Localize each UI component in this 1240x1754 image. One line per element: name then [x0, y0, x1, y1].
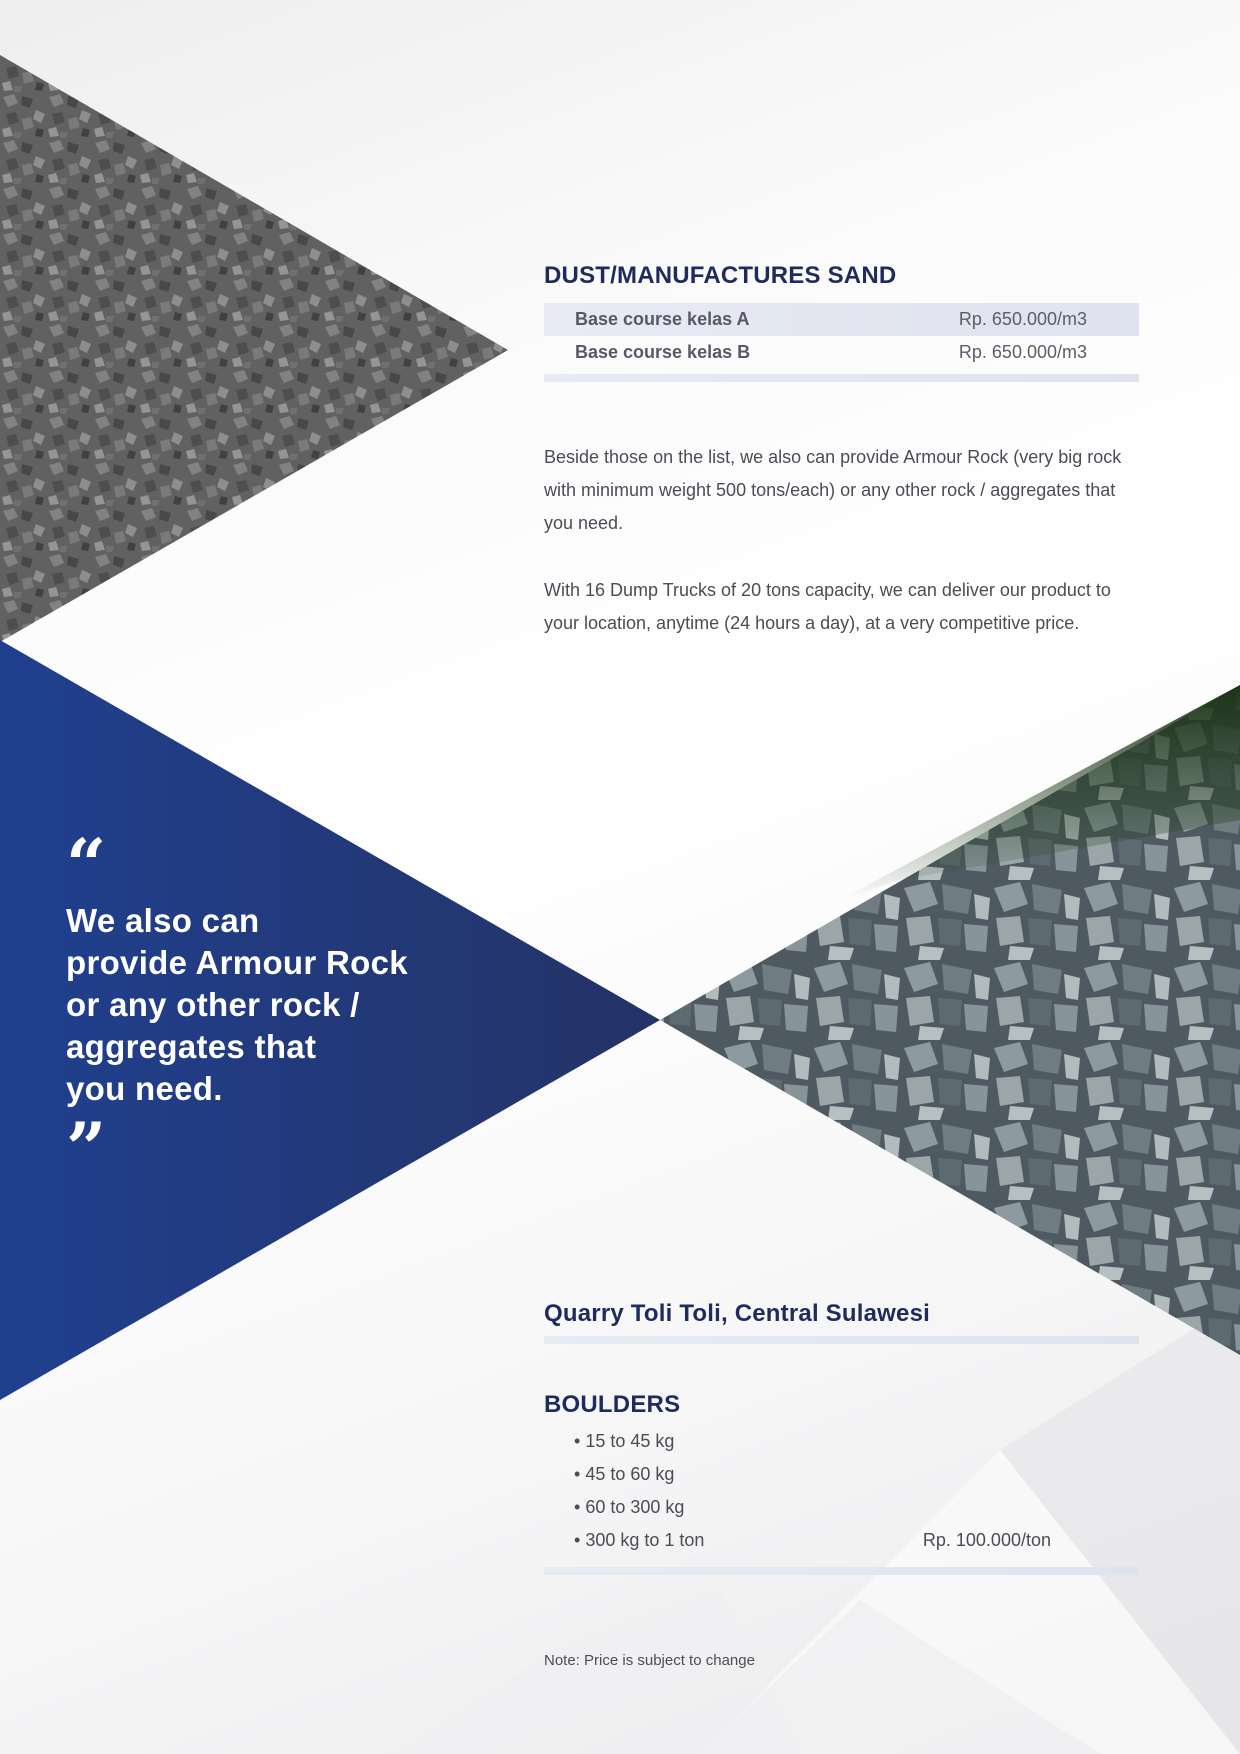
boulders-divider — [544, 1567, 1139, 1575]
list-item — [574, 1458, 1094, 1491]
product-price: Rp. 650.000/m3 — [958, 309, 1087, 329]
quote-line: provide Armour Rock — [66, 944, 408, 981]
open-quote-icon: “ — [66, 823, 107, 906]
product-price: Rp. 650.000/m3 — [958, 342, 1087, 362]
product-name: Base course kelas B — [575, 342, 751, 362]
list-item — [574, 1425, 1094, 1458]
table-divider — [544, 374, 1139, 382]
quote-line: or any other rock / — [66, 986, 360, 1023]
armour-rock-paragraph: Beside those on the list, we also can provide Armour Rock (very big rock with minimum weight 500 tons/each) or any other rock / aggregates that you need. — [544, 447, 1122, 533]
boulder-size: • 45 to 60 kg — [574, 1458, 674, 1491]
table-row — [544, 336, 1139, 369]
quote-line: We also can — [66, 902, 260, 939]
boulder-price: Rp. 100.000/ton — [922, 1530, 1051, 1550]
quarry-title: Quarry Toli Toli, Central Sulawesi — [544, 1300, 930, 1327]
boulder-size: • 60 to 300 kg — [574, 1491, 684, 1524]
pull-quote — [66, 823, 446, 1190]
boulders-list — [574, 1425, 1094, 1557]
quote-text — [66, 900, 446, 1110]
quarry-divider — [544, 1336, 1139, 1344]
close-quote-icon: ” — [66, 1107, 107, 1190]
boulders-title: BOULDERS — [544, 1391, 681, 1418]
delivery-paragraph: With 16 Dump Trucks of 20 tons capacity, we can deliver our product to your location, anytime (24 hours a day), at a very competitive price. — [544, 580, 1111, 633]
list-item — [574, 1491, 1094, 1524]
dust-price-table — [544, 303, 1139, 382]
list-item — [574, 1524, 1094, 1557]
product-name: Base course kelas A — [575, 309, 750, 329]
boulder-size: • 300 kg to 1 ton — [574, 1524, 704, 1557]
boulder-size: • 15 to 45 kg — [574, 1425, 674, 1458]
dust-section-title: DUST/MANUFACTURES SAND — [544, 262, 897, 289]
quote-line: aggregates that — [66, 1028, 317, 1065]
quote-line: you need. — [66, 1070, 223, 1107]
table-row — [544, 303, 1139, 336]
price-note: Note: Price is subject to change — [544, 1652, 755, 1669]
